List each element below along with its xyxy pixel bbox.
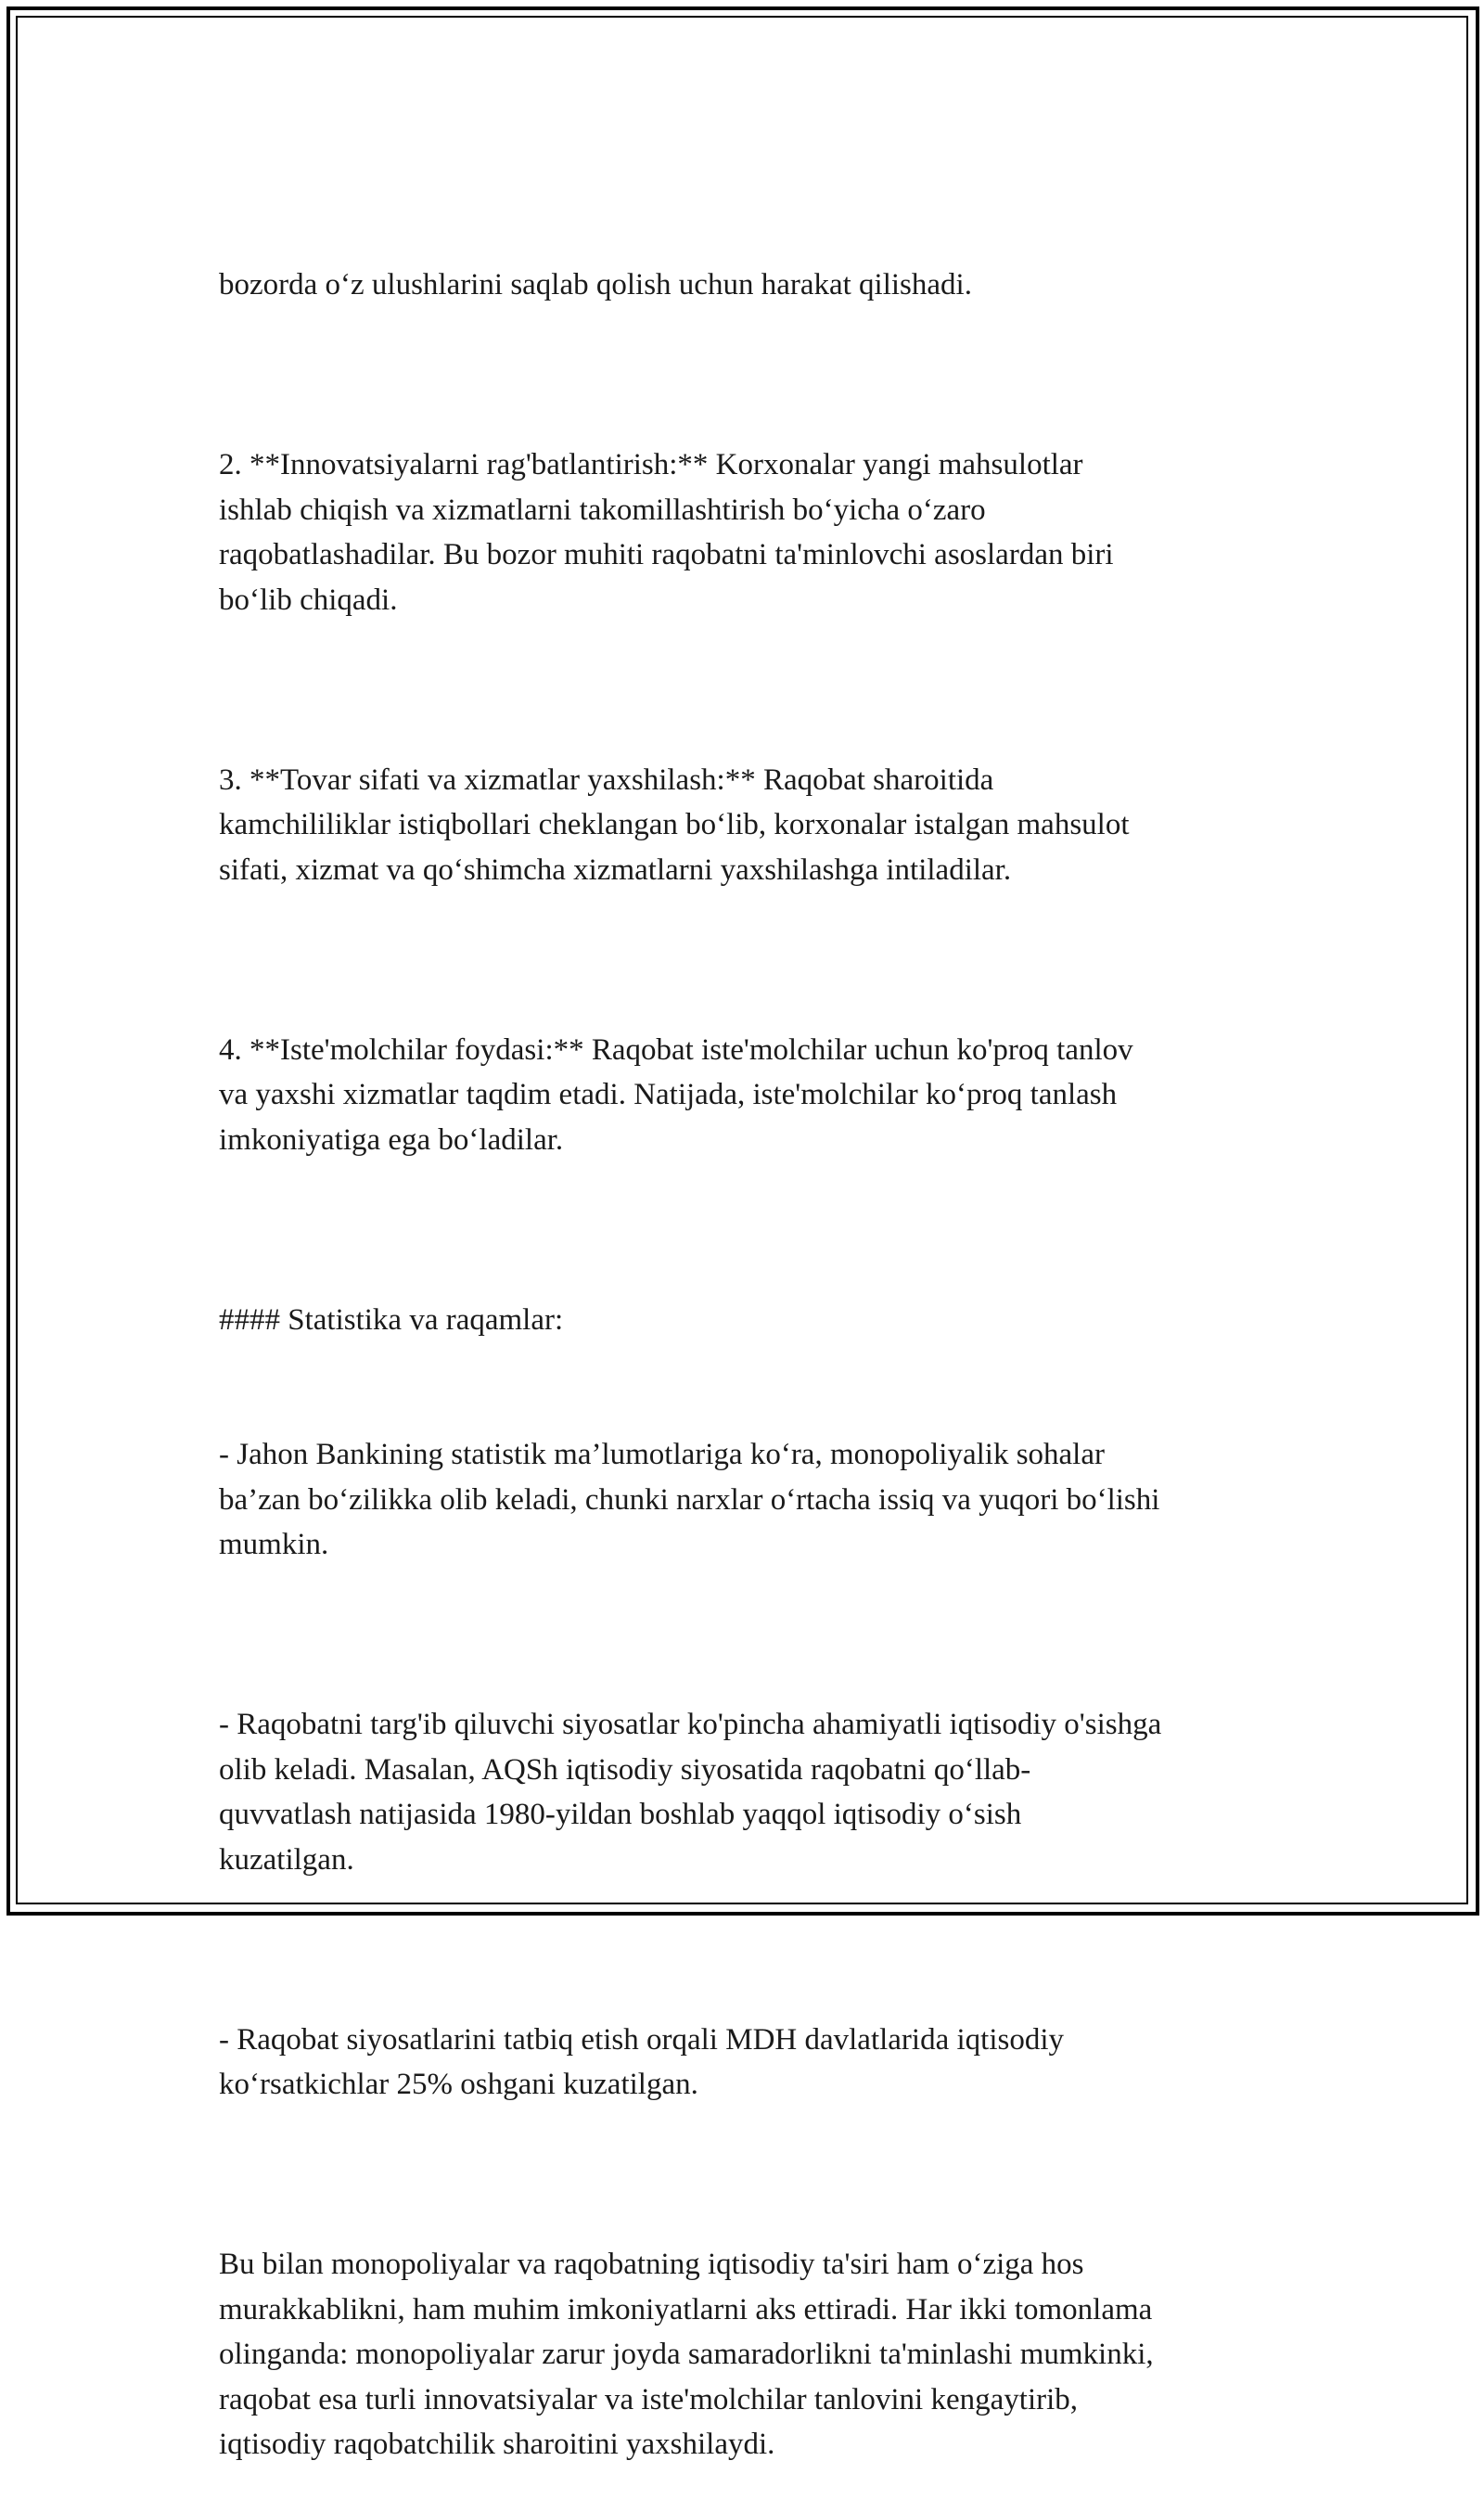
list-item-innovation: 2. **Innovatsiyalarni rag'batlantirish:** Korxonalar yangi mahsulotlar ishlab chiqish va xizmatlarni takomillashtirish bo‘yicha o‘zaro raqobatlashadilar. Bu bozor muhiti raqobatni ta'minlovchi asoslardan biri bo‘lib chiqadi.	[219, 448, 1114, 617]
list-item-quality: 3. **Tovar sifati va xizmatlar yaxshilash:** Raqobat sharoitida kamchililiklar istiqbollari cheklangan bo‘lib, korxonalar istalgan mahsulot sifati, xizmat va qo‘shimcha xizmatlarni yaxshilashga intiladilar.	[219, 763, 1130, 887]
document-body	[219, 173, 1267, 2512]
bullet-cis-indicators: - Raqobat siyosatlarini tatbiq etish orqali MDH davlatlarida iqtisodiy ko‘rsatkichlar 25% oshgani kuzatilgan.	[219, 2022, 1064, 2101]
paragraph-intro: bozorda o‘z ulushlarini saqlab qolish uchun harakat qilishadi.	[219, 268, 972, 301]
bullet-world-bank: - Jahon Bankining statistik ma’lumotlariga ko‘ra, monopoliyalik sohalar ba’zan bo‘zilikka olib keladi, chunki narxlar o‘rtacha issiq va yuqori bo‘lishi mumkin.	[219, 1438, 1160, 1561]
paragraph-conclusion: Bu bilan monopoliyalar va raqobatning iqtisodiy ta'siri ham o‘ziga hos murakkablikni, ham muhim imkoniyatlarni aks ettiradi. Har ikki tomonlama olinganda: monopoliyalar zarur joyda samaradorlikni ta'minlashi mumkinki, raqobat esa turli innovatsiyalar va iste'molchilar tanlovini kengaytirib, iqtisodiy raqobatchilik sharoitini yaxshilaydi.	[219, 2248, 1154, 2461]
section-heading-statistics: #### Statistika va raqamlar:	[219, 1302, 564, 1337]
list-item-consumer-benefit: 4. **Iste'molchilar foydasi:** Raqobat iste'molchilar uchun ko'proq tanlov va yaxshi xizmatlar taqdim etadi. Natijada, iste'molchilar ko‘proq tanlash imkoniyatiga ega bo‘ladilar.	[219, 1032, 1133, 1157]
bullet-usa-policy: - Raqobatni targ'ib qiluvchi siyosatlar ko'pincha ahamiyatli iqtisodiy o'sishga olib keladi. Masalan, AQSh iqtisodiy siyosatida raqobatni qo‘llab- quvvatlash natijasida 1980-yildan boshlab yaqqol iqtisodiy o‘sish kuzatilgan.	[219, 1708, 1162, 1877]
